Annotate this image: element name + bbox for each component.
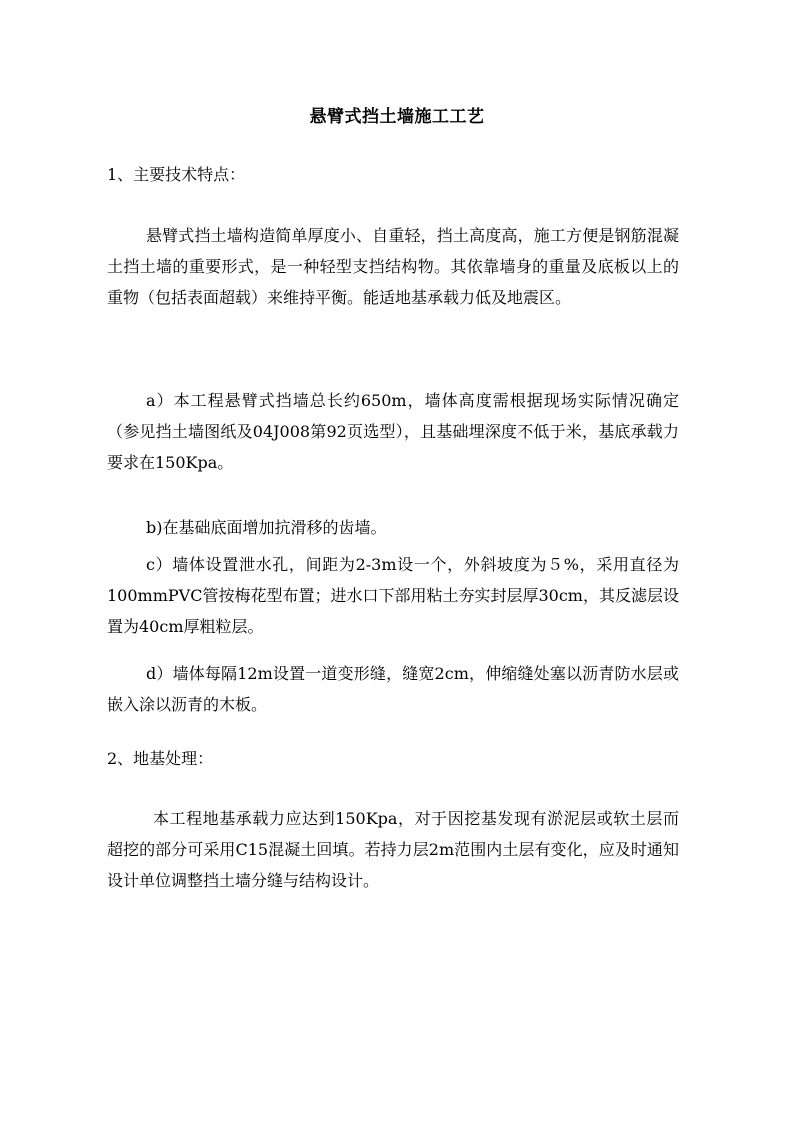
section-1-intro-paragraph: 悬臂式挡土墙构造简单厚度小、自重轻，挡土高度高，施工方便是钢筋混凝土挡土墙的重要形式，是一种轻型支挡结构物。其依靠墙身的重量及底板以上的重物（包括表面超载）来维持平衡。能适地基承载力低及地震区。	[107, 226, 679, 307]
item-b-paragraph: b)在基础底面增加抗滑移的齿墙。	[146, 518, 387, 537]
item-a-paragraph: a）本工程悬臂式挡墙总长约650m，墙体高度需根据现场实际情况确定（参见挡土墙图纸及04J008第92页选型），且基础埋深度不低于米，基底承载力要求在150Kpa。	[107, 391, 679, 472]
document-title: 悬臂式挡土墙施工工艺	[309, 107, 485, 127]
item-c-paragraph: c）墙体设置泄水孔，间距为2-3m设一个，外斜坡度为５%，采用直径为100mmPVC管按梅花型布置；进水口下部用粘土夯实封层厚30cm，其反滤层设置为40cm厚粗粒层。	[107, 555, 679, 636]
section-1-heading: 1、主要技术特点：	[107, 165, 246, 184]
item-d-paragraph: d）墙体每隔12m设置一道变形缝，缝宽2cm，伸缩缝处塞以沥青防水层或嵌入涂以沥青的木板。	[107, 664, 679, 714]
section-2-heading: 2、地基处理：	[107, 749, 214, 768]
section-2-body-paragraph: 本工程地基承载力应达到150Kpa，对于因挖基发现有淤泥层或软土层而超挖的部分可采用C15混凝土回填。若持力层2m范围内土层有变化，应及时通知设计单位调整挡土墙分缝与结构设计。	[107, 809, 679, 890]
